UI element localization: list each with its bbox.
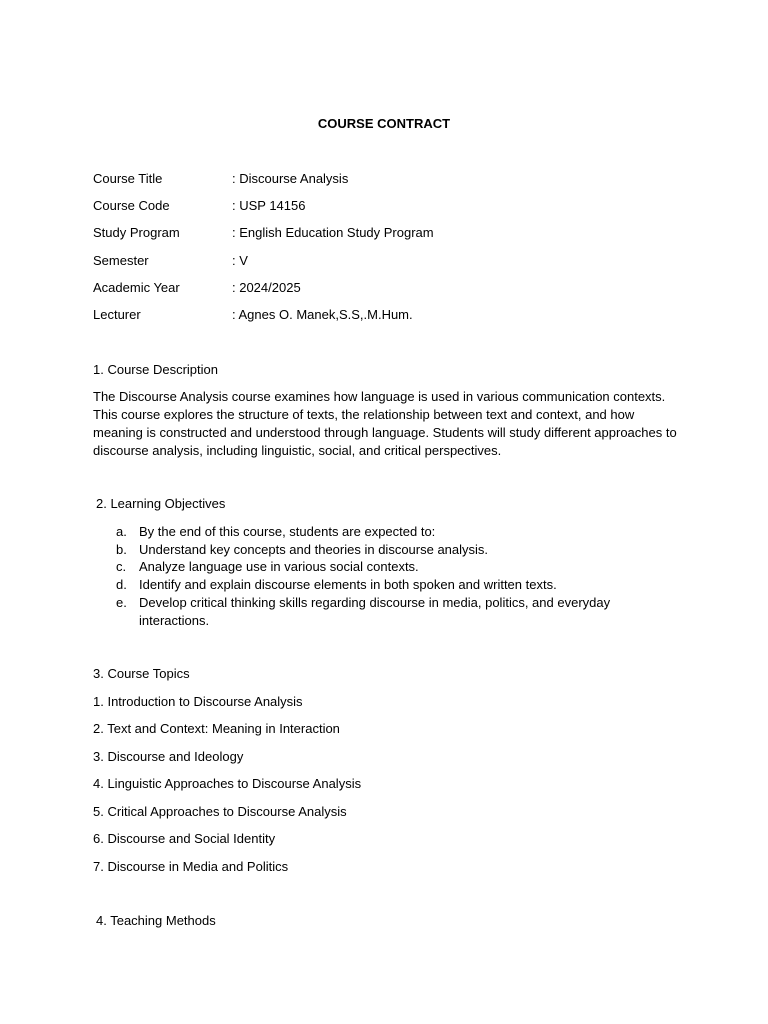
section-heading-teaching-methods: 4. Teaching Methods xyxy=(96,913,216,928)
topic-item: 1. Introduction to Discourse Analysis xyxy=(93,694,303,709)
document-title: COURSE CONTRACT xyxy=(317,116,451,131)
objective-text: Understand key concepts and theories in discourse analysis. xyxy=(139,541,489,557)
info-value-lecturer: : Agnes O. Manek,S.S,.M.Hum. xyxy=(232,307,413,322)
topic-item: 4. Linguistic Approaches to Discourse Analysis xyxy=(93,776,362,791)
topic-item: 3. Discourse and Ideology xyxy=(93,749,244,764)
learning-objectives-list xyxy=(93,523,653,629)
objective-item xyxy=(93,558,653,576)
topic-item: 6. Discourse and Social Identity xyxy=(93,831,276,846)
objective-marker: d. xyxy=(116,577,127,593)
info-value-course-code: : USP 14156 xyxy=(232,198,306,213)
topic-item: 2. Text and Context: Meaning in Interaction xyxy=(93,721,340,736)
objective-item xyxy=(93,541,653,559)
info-label-course-code: Course Code xyxy=(93,198,170,213)
info-label-semester: Semester xyxy=(93,253,149,268)
info-label-study-program: Study Program xyxy=(93,225,180,240)
objective-marker: a. xyxy=(116,524,127,539)
course-description-paragraph: The Discourse Analysis course examines how language is used in various communication contexts. This course explores the structure of texts, the relationship between text and context, and how meaning is constructed and understood through language. Students will study different approaches to discourse analysis, including linguistic, social, and critical perspectives. xyxy=(93,389,677,458)
objective-item xyxy=(93,594,653,629)
objective-marker: c. xyxy=(116,559,127,575)
info-value-semester: : V xyxy=(232,253,248,268)
info-label-course-title: Course Title xyxy=(93,171,163,186)
objective-item xyxy=(93,576,653,594)
section-heading-learning-objectives: 2. Learning Objectives xyxy=(96,496,226,511)
objective-text: Develop critical thinking skills regarding discourse in media, politics, and everyday interactions. xyxy=(139,594,611,628)
info-value-course-title: : Discourse Analysis xyxy=(232,171,349,186)
objective-text: Analyze language use in various social contexts. xyxy=(139,559,419,575)
info-value-academic-year: : 2024/2025 xyxy=(232,280,301,295)
info-label-lecturer: Lecturer xyxy=(93,307,141,322)
topic-item: 5. Critical Approaches to Discourse Analysis xyxy=(93,804,347,819)
objective-text: By the end of this course, students are expected to: xyxy=(139,524,436,539)
topic-item: 7. Discourse in Media and Politics xyxy=(93,859,289,874)
info-label-academic-year: Academic Year xyxy=(93,280,180,295)
objective-text: Identify and explain discourse elements in both spoken and written texts. xyxy=(139,577,557,593)
section-heading-course-topics: 3. Course Topics xyxy=(93,666,190,681)
section-heading-course-description: 1. Course Description xyxy=(93,362,218,377)
objective-marker: b. xyxy=(116,541,127,557)
objective-marker: e. xyxy=(116,594,127,610)
objective-item xyxy=(93,523,653,541)
info-value-study-program: : English Education Study Program xyxy=(232,225,434,240)
